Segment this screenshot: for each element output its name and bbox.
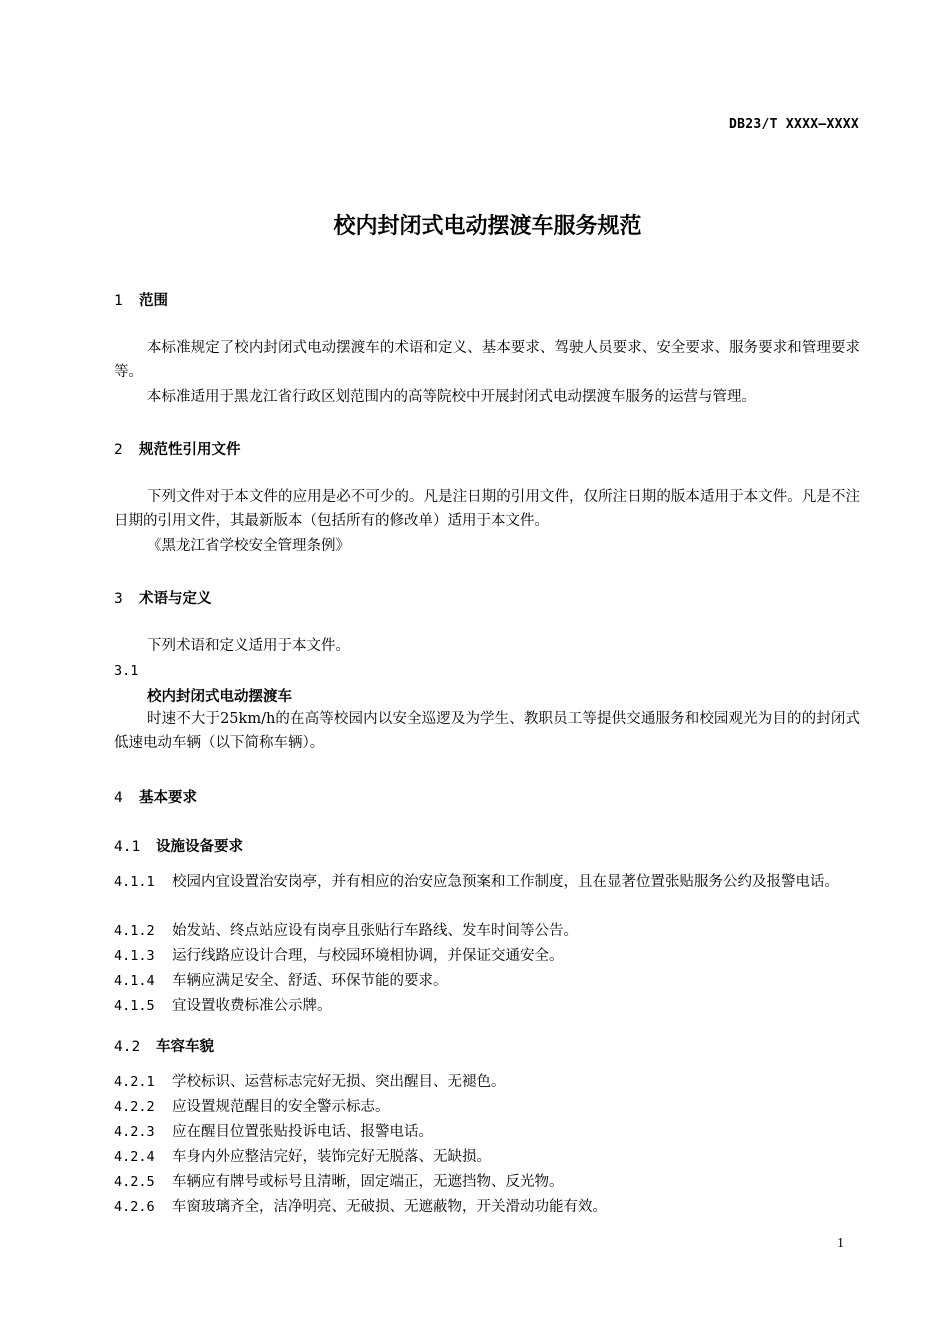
- section-1-heading: [114, 289, 168, 310]
- clause-4-1-3: [114, 944, 860, 968]
- clause-text: 运行线路应设计合理，与校园环境相协调，并保证交通安全。: [172, 948, 564, 964]
- clause-text: 应设置规范醒目的安全警示标志。: [172, 1099, 390, 1115]
- clause-text: 宜设置收费标准公示牌。: [172, 998, 332, 1014]
- clause-4-1-1: [114, 870, 860, 894]
- section-number: 1: [114, 293, 123, 309]
- clause-number: 4.1.2: [114, 923, 155, 939]
- paragraph: 本标准适用于黑龙江省行政区划范围内的高等院校中开展封闭式电动摆渡车服务的运营与管理。: [147, 389, 756, 405]
- clause-text: 始发站、终点站应设有岗亭且张贴行车路线、发车时间等公告。: [172, 923, 578, 939]
- term-number: 3.1: [114, 663, 139, 679]
- paragraph: 下列术语和定义适用于本文件。: [147, 638, 350, 654]
- clause-text: 校园内宜设置治安岗亭，并有相应的治安应急预案和工作制度，且在显著位置张贴服务公约及报警电话。: [172, 874, 839, 890]
- section-title: 术语与定义: [139, 591, 212, 607]
- clause-number: 4.2.3: [114, 1124, 155, 1140]
- clause-4-2-4: [114, 1145, 860, 1169]
- clause-4-2-5: [114, 1170, 860, 1194]
- section-title: 规范性引用文件: [139, 442, 241, 458]
- clause-4-2-2: [114, 1095, 860, 1119]
- section-title: 范围: [139, 293, 168, 309]
- term-name: 校内封闭式电动摆渡车: [147, 689, 292, 705]
- section-number: 4: [114, 790, 123, 806]
- subsection-4-2-heading: [114, 1035, 214, 1056]
- clause-4-2-3: [114, 1120, 860, 1144]
- clause-text: 学校标识、运营标志完好无损、突出醒目、无褪色。: [172, 1074, 506, 1090]
- clause-text: 车身内外应整洁完好，装饰完好无脱落、无缺损。: [172, 1149, 491, 1165]
- clause-text: 应在醒目位置张贴投诉电话、报警电话。: [172, 1124, 433, 1140]
- document-title: 校内封闭式电动摆渡车服务规范: [333, 214, 642, 239]
- clause-number: 4.1.3: [114, 948, 155, 964]
- section-title: 基本要求: [139, 790, 197, 806]
- section-3-heading: [114, 587, 212, 608]
- clause-4-2-1: [114, 1070, 860, 1094]
- page-number: 1: [837, 1236, 844, 1251]
- clause-number: 4.2.1: [114, 1074, 155, 1090]
- clause-text: 车辆应满足安全、舒适、环保节能的要求。: [172, 973, 448, 989]
- referenced-document: 《黑龙江省学校安全管理条例》: [147, 538, 350, 554]
- section-number: 2: [114, 442, 123, 458]
- subsection-number: 4.1: [114, 839, 141, 855]
- clause-number: 4.1.1: [114, 874, 155, 890]
- clause-number: 4.2.2: [114, 1099, 155, 1115]
- clause-text: 车辆应有牌号或标号且清晰，固定端正，无遮挡物、反光物。: [172, 1174, 564, 1190]
- clause-4-1-4: [114, 969, 860, 993]
- standard-code: DB23/T XXXX—XXXX: [728, 117, 859, 132]
- clause-number: 4.2.6: [114, 1199, 155, 1215]
- clause-number: 4.1.5: [114, 998, 155, 1014]
- section-4-heading: [114, 786, 197, 807]
- section-number: 3: [114, 591, 123, 607]
- subsection-title: 车容车貌: [156, 1039, 214, 1055]
- paragraph: 本标准规定了校内封闭式电动摆渡车的术语和定义、基本要求、驾驶人员要求、安全要求、服务要求和管理要求等。: [114, 340, 860, 380]
- clause-4-1-2: [114, 919, 860, 943]
- clause-number: 4.2.5: [114, 1174, 155, 1190]
- subsection-title: 设施设备要求: [156, 839, 243, 855]
- paragraph: 下列文件对于本文件的应用是必不可少的。凡是注日期的引用文件，仅所注日期的版本适用于本文件。凡是不注日期的引用文件，其最新版本（包括所有的修改单）适用于本文件。: [114, 489, 860, 529]
- subsection-4-1-heading: [114, 835, 243, 856]
- section-2-heading: [114, 438, 241, 459]
- clause-4-1-5: [114, 994, 860, 1018]
- subsection-number: 4.2: [114, 1039, 141, 1055]
- clause-number: 4.2.4: [114, 1149, 155, 1165]
- clause-4-2-6: [114, 1195, 860, 1219]
- clause-number: 4.1.4: [114, 973, 155, 989]
- term-definition: 时速不大于25km/h的在高等校园内以安全巡逻及为学生、教职员工等提供交通服务和校园观光为目的的封闭式低速电动车辆（以下简称车辆）。: [114, 711, 860, 751]
- clause-text: 车窗玻璃齐全，洁净明亮、无破损、无遮蔽物，开关滑动功能有效。: [172, 1199, 607, 1215]
